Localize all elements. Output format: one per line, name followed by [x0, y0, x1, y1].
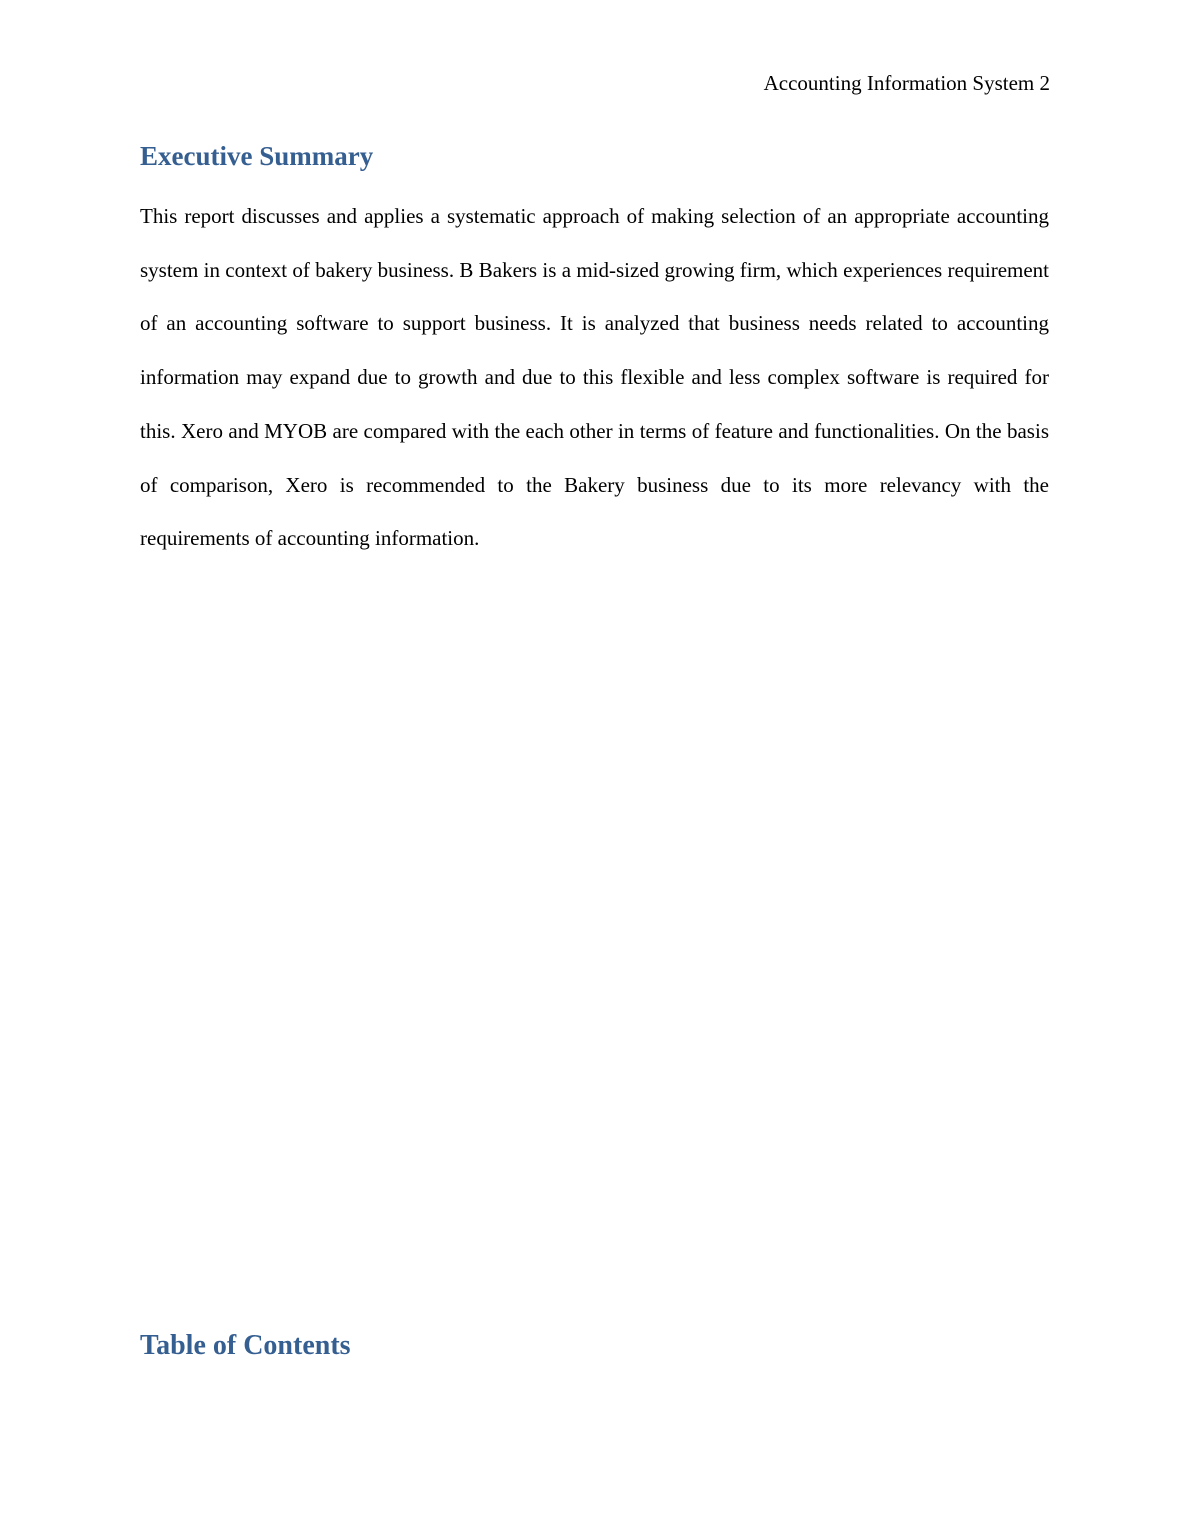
executive-summary-paragraph: This report discusses and applies a systematic approach of making selection of an appropriate accounting system in context of bakery business. B Bakers is a mid-sized growing firm, which experiences requirement of an accounting software to support business. It is analyzed that business needs related to accounting information may expand due to growth and due to this flexible and less complex software is required for this. Xero and MYOB are compared with the each other in terms of feature and functionalities. On the basis of comparison, Xero is recommended to the Bakery business due to its more relevancy with the requirements of accounting information. [140, 204, 1049, 551]
table-of-contents-heading: Table of Contents [140, 1330, 351, 1361]
running-header: Accounting Information System 2 [763, 71, 1050, 95]
executive-summary-heading: Executive Summary [140, 141, 374, 171]
